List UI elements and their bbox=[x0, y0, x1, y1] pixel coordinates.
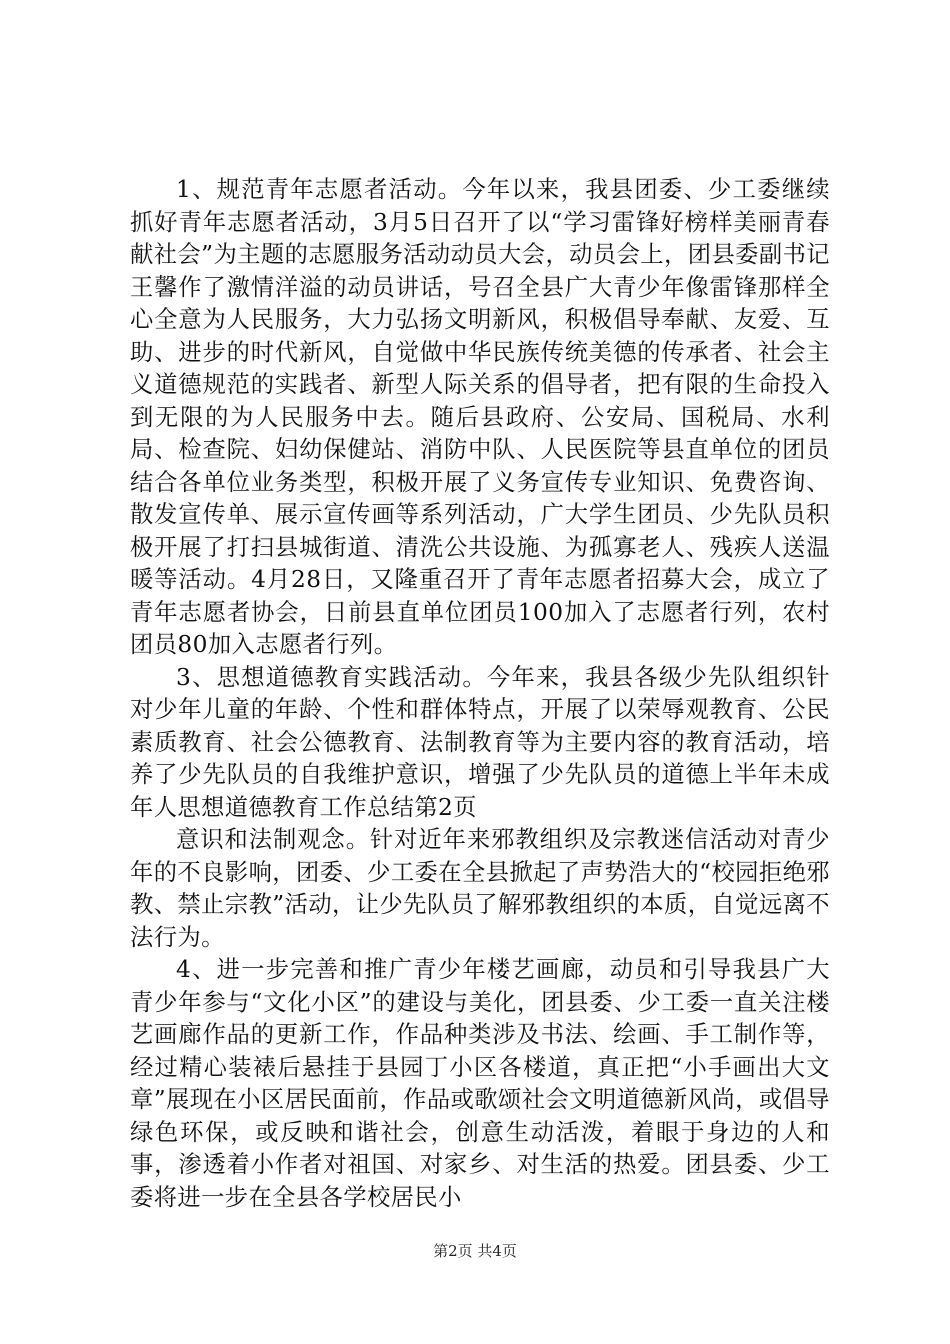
paragraph-legal-awareness: 意识和法制观念。针对近年来邪教组织及宗教迷信活动对青少年的不良影响，团委、少工委在全县掀起了声势浩大的“校园拒绝邪教、禁止宗教”活动，让少先队员了解邪教组织的本质，自觉远离不法行为。 bbox=[130, 826, 830, 951]
paragraph-art-gallery: 4、进一步完善和推广青少年楼艺画廊，动员和引导我县广大青少年参与“文化小区”的建设与美化，团县委、少工委一直关注楼艺画廊作品的更新工作，作品种类涉及书法、绘画、手工制作等，经过精心装裱后悬挂于县园丁小区各楼道，真正把“小手画出大文章”展现在小区居民面前，作品或歌颂社会文明道德新风尚，或倡导绿色环保，或反映和谐社会，创意生动活泼，着眼于身边的人和事，渗透着小作者对祖国、对家乡、对生活的热爱。团县委、少工委将进一步在全县各学校居民小 bbox=[130, 956, 830, 1211]
page-footer: 第2页 共4页 bbox=[433, 1242, 517, 1260]
paragraph-moral-education: 3、思想道德教育实践活动。今年来，我县各级少先队组织针对少年儿童的年龄、个性和群体特点，开展了以荣辱观教育、公民素质教育、社会公德教育、法制教育等为主要内容的教育活动，培养了少先队员的自我维护意识，增强了少先队员的道德上半年未成年人思想道德教育工作总结第2页 bbox=[130, 663, 830, 821]
document-body bbox=[130, 174, 830, 1214]
paragraph-volunteer-activities: 1、规范青年志愿者活动。今年以来，我县团委、少工委继续抓好青年志愿者活动，3月5日召开了以“学习雷锋好榜样美丽青春献社会”为主题的志愿服务活动动员大会，动员会上，团县委副书记王馨作了激情洋溢的动员讲话，号召全县广大青少年像雷锋那样全心全意为人民服务，大力弘扬文明新风，积极倡导奉献、友爱、互助、进步的时代新风，自觉做中华民族传统美德的传承者、社会主义道德规范的实践者、新型人际关系的倡导者，把有限的生命投入到无限的为人民服务中去。随后县政府、公安局、国税局、水利局、检查院、妇幼保健站、消防中队、人民医院等县直单位的团员结合各单位业务类型，积极开展了义务宣传专业知识、免费咨询、散发宣传单、展示宣传画等系列活动，广大学生团员、少先队员积极开展了打扫县城街道、清洗公共设施、为孤寡老人、残疾人送温暖等活动。4月28日，又隆重召开了青年志愿者招募大会，成立了青年志愿者协会，日前县直单位团员100加入了志愿者行列，农村团员80加入志愿者行列。 bbox=[130, 176, 830, 658]
